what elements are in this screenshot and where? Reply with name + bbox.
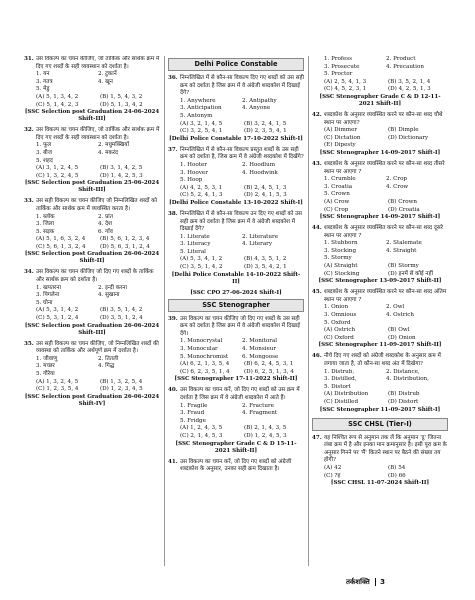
- question-item: 2. Literature: [242, 233, 279, 240]
- column-2: [168, 56, 304, 566]
- answer-options: [168, 185, 304, 200]
- question-text: [24, 341, 160, 356]
- question-item: 3. बीज: [36, 149, 52, 156]
- question-stem: उस विकल्प का चयन कीजिए जो दिए गए शब्दों के उस सही क्रम को दर्शाता है जिस क्रम में वे अंग्रेजी शब्दकोश में दिखाई देंगे।: [180, 315, 301, 337]
- question-item: 3. Distilled,: [324, 376, 357, 383]
- answer-option: (D) 1, 4, 2, 5, 3: [100, 172, 143, 179]
- question-item: 4. मकरंद: [98, 149, 119, 156]
- answer-options: [24, 165, 160, 180]
- question-item: 4. Distribution,: [386, 376, 429, 383]
- question-items: [312, 176, 448, 199]
- question-items: [168, 403, 304, 426]
- question-item: 1. Crumble: [324, 176, 356, 183]
- answer-option: (C) Dictation: [324, 134, 361, 141]
- answer-option: (B) 1, 3, 2, 5, 4: [100, 378, 143, 385]
- answer-option: (A) 42: [324, 464, 342, 471]
- answer-option: (C) 6, 2, 3, 5, 1, 4: [180, 368, 230, 375]
- answer-options: [168, 256, 304, 271]
- question-item: 2. Stalemate: [386, 240, 422, 247]
- answer-option: (A) Distribution: [324, 391, 369, 398]
- question-item: 1. ब्लॉक: [36, 213, 55, 220]
- question-item: 2. इन्दी करना: [98, 284, 127, 291]
- question-block: [168, 75, 304, 143]
- answer-option: (D) Croatia: [388, 206, 420, 213]
- answer-option: (A) 4, 2, 5, 3, 1: [180, 184, 223, 191]
- answer-option: (B) 3, 1, 4, 2, 5: [100, 165, 143, 172]
- question-number: 41.: [168, 458, 178, 465]
- question-items: [24, 142, 160, 165]
- answer-options: [24, 307, 160, 322]
- answer-options: [168, 425, 304, 440]
- question-block: [168, 147, 304, 207]
- question-source: [SSC Selection post Graduation 26-06-2024 Shift-III]: [24, 322, 160, 336]
- question-source: [Delhi Police Constable 14-10-2022 Shift-II]: [171, 271, 301, 285]
- question-item: 3. मच्छर: [36, 363, 55, 370]
- answer-option: (A) 1, 2, 4, 3, 5: [180, 425, 223, 432]
- question-item: 4. Straight: [386, 247, 417, 254]
- question-stem: यह निश्चित रूप से अनुमान तक लें कि अनुमान 'ट्ठ' जितना लंबा क्रम में है और इनका मान क्रमानुसार है। इसी पूरा क्रम के अनुसार गिनने पर 'मैं' कितने स्थान पर बैठने की संख्या तय होगी?: [324, 434, 447, 464]
- question-item: 4. Monsieur: [242, 346, 277, 353]
- question-text: [24, 56, 160, 71]
- question-item: 3. पिगलेना: [36, 292, 60, 299]
- question-item: 3. Literacy: [180, 241, 211, 248]
- section-heading: SSC Stenographer: [168, 299, 304, 312]
- question-item: 1. Stubborn: [324, 240, 358, 247]
- question-block: [312, 289, 448, 349]
- question-item: 5. Fridge: [180, 417, 206, 424]
- answer-option: (B) 5, 6, 1, 2, 3, 4: [100, 236, 150, 243]
- question-number: 38.: [168, 210, 178, 217]
- question-item: 1. Profess: [324, 56, 353, 62]
- question-item: 1. यन: [36, 71, 50, 78]
- question-item: 1. जीवाणु: [36, 355, 58, 362]
- question-items: [168, 162, 304, 185]
- question-stem: उस सही विकल्प का चयन कीजिए, जो निम्नलिखित शब्दों की व्यवस्था को तार्किक और अर्थपूर्ण क्रम में दर्शाता है।: [36, 340, 159, 355]
- question-stem: उस विकल्प का चयन करें, जो दिए गए शब्दों को उस क्रम में दर्शाता है जिस क्रम में वे अंग्रेजी शब्दकोश में आते हैं।: [180, 387, 300, 401]
- question-block: [24, 269, 160, 336]
- question-item: 2. Fracture: [242, 402, 274, 409]
- answer-option: (C) Stocking: [324, 270, 360, 277]
- answer-option: (C) Oxford: [324, 334, 354, 341]
- question-item: 3. Omnious: [324, 312, 357, 319]
- question-items: [24, 214, 160, 237]
- answer-option: (B) 4, 3, 5, 1, 2: [244, 256, 287, 263]
- answer-option: (C) 2, 1, 4, 5, 3: [180, 432, 223, 439]
- question-number: 47.: [312, 434, 322, 441]
- question-item: 1. Onion: [324, 304, 349, 311]
- question-source: [SSC Stenographer 14-09-2017 Shift-I]: [319, 214, 441, 221]
- question-item: 4. Anyone: [242, 105, 271, 112]
- question-item: 4. Fragment: [242, 410, 278, 417]
- question-item: 5. Antonym: [180, 112, 213, 119]
- answer-option: (B) 54: [388, 464, 406, 471]
- question-item: 1. Hooter: [180, 161, 207, 168]
- question-text: [168, 459, 304, 474]
- question-text: [312, 161, 448, 176]
- answer-option: (C) 4, 5, 2, 3, 1: [324, 86, 367, 93]
- answer-option: (A) 6, 2, 1, 3, 5, 4: [180, 361, 230, 368]
- answer-option: (D) 3, 5, 1, 2, 4: [100, 315, 143, 322]
- answer-options: [312, 327, 448, 342]
- question-item: 4. Ostrich: [386, 312, 415, 319]
- question-item: 3. Croatia: [324, 183, 353, 190]
- question-number: 36.: [168, 75, 178, 81]
- question-stem: नीचे दिए गए शब्दों को अंग्रेजी शब्दकोश के अनुसार क्रम में लगाया जाता है, तो कौन-सा शब्द अंत में दिखेगा?: [324, 353, 441, 367]
- question-block: [168, 211, 304, 286]
- question-text: [24, 269, 160, 284]
- question-item: 5. Crown: [324, 191, 350, 198]
- answer-option: (A) 5, 1, 3, 4, 2: [36, 93, 79, 100]
- question-stem: उस सही विकल्प का चयन कीजिए जो निम्नलिखित शब्दों को तार्किक और सार्थक क्रम में व्यवस्थित करता है।: [36, 198, 157, 212]
- question-item: 5. सड़क: [36, 228, 55, 235]
- question-item: 6. Mongoose: [242, 353, 279, 360]
- question-items: [312, 56, 448, 79]
- answer-option: (B) 6, 2, 4, 5, 3, 1: [244, 361, 294, 368]
- answer-options: [312, 199, 448, 214]
- question-item: 5. Hoop: [180, 177, 203, 184]
- question-source: [SSC CPO 27-06-2024 Shift-I]: [190, 289, 282, 296]
- question-number: 33.: [24, 198, 34, 205]
- answer-options: [312, 127, 448, 150]
- question-stem: शब्दकोश के अनुसार व्यवस्थित करने पर कौन-सा शब्द दूसरे स्थान पर आएगा ?: [324, 225, 443, 239]
- question-text: [312, 353, 448, 368]
- answer-option: (C) 5, 6, 1, 3, 2, 4: [36, 243, 86, 250]
- question-items: [312, 369, 448, 392]
- question-number: 44.: [312, 225, 322, 232]
- answer-option: (D) 2, 3, 5, 4, 1: [244, 128, 287, 135]
- question-text: [312, 289, 448, 304]
- answer-option: (C) 1, 3, 2, 4, 5: [36, 172, 79, 179]
- question-items: [24, 71, 160, 94]
- question-number: 32.: [24, 127, 34, 134]
- question-block: [312, 225, 448, 285]
- question-number: 31.: [24, 56, 34, 62]
- question-item: 1. फूल: [36, 142, 52, 149]
- question-text: [168, 211, 304, 234]
- question-items: [312, 304, 448, 327]
- question-block: [24, 198, 160, 265]
- question-text: [24, 127, 160, 142]
- question-item: 3. Anticipation: [180, 105, 222, 112]
- question-stem: उस विकल्प का चयन कीजिए, जो तार्किक और सार्थक क्रम में दिए गए शब्दों के सही व्यवस्थान को दर्शाता है।: [36, 56, 160, 70]
- answer-option: (C) 5, 1, 4, 2, 3: [36, 101, 79, 108]
- question-item: 3. गतत्र: [36, 78, 53, 85]
- answer-options: [312, 263, 448, 278]
- question-item: 2. Monitoral: [242, 338, 278, 345]
- question-block: [168, 387, 304, 454]
- question-source: [Delhi Police Constable 17-10-2022 Shift-I]: [169, 135, 303, 142]
- question-stem: उस विकल्प का चयन कीजिए जो दिए गए शब्दों के तार्किक और सार्थक क्रम को दर्शाता है।: [36, 269, 154, 284]
- answer-option: (C) 3, 5, 1, 4, 2: [180, 264, 223, 271]
- answer-option: (A) 5, 3, 1, 4, 2: [36, 307, 79, 314]
- question-block: [24, 341, 160, 408]
- question-source: [SSC Stenographer 13-09-2017 Shift-II]: [318, 278, 442, 285]
- question-source: [SSC Selection post Graduation 26-06-2024 Shift-II]: [24, 251, 160, 265]
- answer-options: [24, 379, 160, 394]
- footer-label: तर्कशक्ति: [346, 578, 370, 586]
- question-items: [168, 338, 304, 361]
- answer-option: (C) 5, 2, 4, 1, 3: [180, 192, 223, 199]
- question-item: 1. Monocrystal: [180, 338, 223, 345]
- answer-option: (B) 2, 1, 4, 3, 5: [244, 425, 287, 432]
- answer-option: (A) 2, 5, 4, 1, 3: [324, 78, 367, 85]
- question-item: 4. खून: [98, 78, 113, 85]
- question-stem: शब्दकोश के अनुसार व्यवस्थित करने पर कौन-सा शब्द अंतिम स्थान पर आएगा ?: [324, 289, 447, 303]
- question-number: 45.: [312, 289, 322, 296]
- answer-options: [312, 79, 448, 94]
- question-source: [SSC Stenographer 14-09-2017 Shift-I]: [319, 149, 441, 156]
- question-block: [24, 56, 160, 123]
- question-item: 5. घोना: [36, 299, 53, 306]
- question-stem: निम्नलिखित में से कौन-सा विकल्प प्रस्तुत शब्दों के उस सही क्रम को दर्शाता है, जिस क्रम में वे अंग्रेजी शब्दकोश में दिखेंगे?: [180, 146, 304, 161]
- question-stem: उस विकल्प का चयन कीजिए, जो तार्किक और सार्थक क्रम में दिए गए शब्दों के सही व्यवस्थान को दर्शाता है।: [36, 127, 160, 141]
- section-heading: Delhi Police Constable: [168, 58, 304, 71]
- answer-option: (A) Straight: [324, 263, 358, 270]
- section-heading: SSC CHSL (Tier-I): [312, 418, 448, 431]
- question-text: [168, 147, 304, 162]
- question-source: [SSC Stenographer 11-09-2017 Shift-II]: [318, 342, 442, 349]
- question-stem: निम्नलिखित में से कौन-सा विकल्प उन दिए गए शब्दों को उस सही क्रम को दर्शाता है जिस क्रम में वे अंग्रेजी शब्दकोश में दिखाई देंगे?: [180, 210, 302, 233]
- answer-option: (B) Owl: [388, 327, 410, 334]
- question-item: 2. Owl: [386, 304, 405, 311]
- answer-option: (D) 5, 6, 3, 1, 2, 4: [100, 243, 150, 250]
- question-number: 34.: [24, 269, 34, 276]
- question-block: [312, 112, 448, 157]
- question-item: 2. Crop: [386, 176, 408, 183]
- answer-options: [168, 361, 304, 376]
- question-item: 5. Distort: [324, 383, 351, 390]
- question-source: [SSC Selection post Graduation 26-06-2024 Shift-IV]: [24, 393, 160, 407]
- answer-option: (A) Crow: [324, 198, 350, 205]
- question-number: 39.: [168, 315, 178, 322]
- question-text: [168, 387, 304, 402]
- answer-option: (D) 6, 2, 5, 1, 3, 4: [244, 368, 294, 375]
- answer-options: [24, 236, 160, 251]
- question-item: 5. शहद: [36, 157, 53, 164]
- answer-option: (B) 2, 4, 5, 1, 3: [244, 184, 287, 191]
- question-item: 5. Proctor: [324, 71, 353, 78]
- answer-options: [312, 391, 448, 406]
- answer-options: [312, 465, 448, 480]
- question-source: [SSC Stenographer Grade C & D 12-11-2021 Shift-II]: [319, 93, 441, 107]
- answer-option: (D) 4, 2, 5, 1, 3: [388, 86, 431, 93]
- answer-option: (A) 5, 3, 4, 1, 2: [180, 256, 223, 263]
- question-text: [312, 112, 448, 127]
- question-item: 2. Distance,: [386, 368, 420, 375]
- question-block: [312, 435, 448, 488]
- question-block: [24, 127, 160, 194]
- answer-option: (D) 1, 2, 3, 4, 5: [100, 386, 143, 393]
- question-number: 40.: [168, 387, 178, 394]
- question-block: [312, 161, 448, 221]
- question-block: [168, 459, 304, 474]
- question-item: 2. तितली: [98, 355, 119, 362]
- column-divider: [308, 56, 309, 566]
- answer-option: (B) 1, 5, 4, 3, 2: [100, 93, 143, 100]
- question-number: 46.: [312, 353, 322, 360]
- answer-option: (A) 3, 1, 2, 4, 5: [36, 165, 79, 172]
- question-block: [312, 353, 448, 413]
- question-item: 1. Distrub,: [324, 368, 355, 375]
- column-3: [312, 56, 448, 566]
- question-item: 1. Fragile: [180, 402, 208, 409]
- page-footer: [346, 578, 385, 587]
- question-items: [168, 98, 304, 121]
- question-text: [312, 225, 448, 240]
- question-item: 2. Product: [386, 56, 416, 62]
- question-item: 2. प्रांत: [98, 213, 113, 220]
- question-items: [24, 285, 160, 308]
- page-number: 3: [375, 578, 385, 586]
- question-stem: उस विकल्प का चयन करें, जो दिए गए शब्दों को अंग्रेजी शब्दकोश के अनुसार, उनका सही क्रम दिखाता है।: [180, 458, 292, 473]
- question-item: 4. Precaution: [386, 63, 424, 70]
- answer-option: (D) 1, 2, 4, 5, 3: [244, 432, 287, 439]
- answer-option: (C) 1, 2, 3, 5, 4: [36, 386, 79, 393]
- question-item: 6. गाँव: [98, 228, 113, 235]
- answer-option: (D) 66: [388, 472, 406, 479]
- answer-option: (D) Distort: [388, 398, 419, 405]
- question-source: [SSC Stenographer Grade C & D 15-11-2021 Shift-II]: [175, 440, 297, 454]
- question-item: 3. Monocular: [180, 346, 218, 353]
- question-item: 1. Anywhere: [180, 97, 216, 104]
- question-item: 3. Hoover: [180, 169, 208, 176]
- question-item: 4. सुखाना: [98, 292, 120, 299]
- question-item: 4. Literary: [242, 241, 273, 248]
- answer-option: (E) Dipesty: [324, 142, 356, 149]
- question-item: 5. Literal: [180, 248, 206, 255]
- question-item: 3. Stocking: [324, 247, 357, 254]
- question-item: 4. गिद्ध: [98, 363, 115, 370]
- answer-option: (A) 1, 3, 2, 4, 5: [36, 378, 79, 385]
- question-items: [312, 240, 448, 263]
- answer-option: (C) Crop: [324, 206, 349, 213]
- question-item: 3. Fraud: [180, 410, 205, 417]
- question-item: 2. मधुमक्खियाँ: [98, 142, 129, 149]
- question-item: 2. Hoodlum: [242, 161, 276, 168]
- answer-option: (D) इनमें से कोई नहीं: [388, 270, 433, 277]
- question-items: [24, 356, 160, 379]
- question-item: 4. देश: [98, 221, 112, 228]
- answer-option: (B) Dimple: [388, 127, 419, 134]
- question-number: 42.: [312, 111, 322, 118]
- question-stem: शब्दकोश के अनुसार व्यवस्थित करने पर कौन-सा शब्द तीसरे स्थान पर आएगा ?: [324, 160, 445, 175]
- answer-option: (C) Distilled: [324, 398, 359, 405]
- answer-option: (C) 3, 2, 5, 4, 1: [180, 128, 223, 135]
- answer-option: (B) 3, 5, 2, 1, 4: [388, 78, 431, 85]
- question-block: [168, 316, 304, 384]
- question-source: [SSC Stenographer 11-09-2017 Shift-I]: [319, 406, 441, 413]
- question-item: 5. Stormy: [324, 255, 352, 262]
- answer-option: (A) 5, 1, 6, 3, 2, 4: [36, 236, 86, 243]
- answer-option: (C) ?ह: [324, 472, 341, 479]
- question-number: 43.: [312, 160, 322, 167]
- question-item: 5. Monochromist: [180, 353, 229, 360]
- question-item: 4. Crow: [386, 183, 409, 190]
- question-text: [168, 316, 304, 339]
- answer-option: (D) 2, 4, 1, 5, 3: [244, 192, 287, 199]
- question-text: [168, 75, 304, 98]
- question-item: 1. Literate: [180, 233, 210, 240]
- question-stem: शब्दकोश के अनुसार व्यवस्थित करने पर कौन-सा शब्द चौथे स्थान पर आएगा?: [324, 111, 443, 126]
- question-number: 35.: [24, 340, 34, 347]
- page-body: [24, 56, 450, 576]
- answer-option: (C) 5, 3, 1, 2, 4: [36, 315, 79, 322]
- answer-option: (D) Dictionary: [388, 134, 429, 141]
- answer-option: (A) 3, 2, 1, 4, 5: [180, 120, 223, 127]
- question-source: [SSC Stenographer 17-11-2022 Shift-II]: [174, 376, 298, 383]
- question-stem: निम्नलिखित में से कौन-सा विकल्प दिए गए शब्दों को उस सही क्रम को दर्शाता है जिस क्रम में वे अंग्रेजी शब्दकोश में दिखाई देंगे?: [180, 75, 304, 97]
- question-source: [SSC Selection post Graduation 25-06-2024 Shift-III]: [24, 180, 160, 194]
- question-source: [SSC CHSL 11-07-2024 Shift-II]: [330, 480, 430, 487]
- answer-option: (D) Onion: [388, 334, 416, 341]
- question-item: 5. मेडु: [36, 86, 50, 93]
- question-item: 3. Prosecute: [324, 63, 360, 70]
- answer-option: (B) 3, 2, 4, 1, 5: [244, 120, 287, 127]
- question-block: [312, 56, 448, 108]
- question-text: [312, 435, 448, 465]
- answer-option: (B) Stormy: [388, 263, 419, 270]
- answer-option: (D) 3, 5, 4, 2, 1: [244, 264, 287, 271]
- question-item: 2. Antipathy: [242, 97, 277, 104]
- answer-option: (A) Ostrich: [324, 327, 356, 334]
- question-item: 2. टुकानें: [98, 71, 117, 78]
- question-number: 37.: [168, 146, 178, 153]
- question-source: [SSC Selection post Graduation 24-06-2024 Shift-III]: [24, 109, 160, 123]
- column-divider: [164, 56, 165, 566]
- question-item: 1. खपतरना: [36, 284, 61, 291]
- answer-options: [24, 94, 160, 109]
- question-item: 5. गौरेया: [36, 371, 55, 377]
- question-item: 5. Oxford: [324, 319, 351, 326]
- answer-option: (B) Crown: [388, 198, 417, 205]
- question-item: 4. Hoodwink: [242, 169, 278, 176]
- answer-option: (B) Distrub: [388, 391, 420, 398]
- question-item: 3. जिला: [36, 221, 54, 228]
- question-source: [Delhi Police Constable 13-10-2022 Shift-I]: [169, 199, 303, 206]
- answer-options: [168, 121, 304, 136]
- answer-option: (D) 5, 1, 3, 4, 2: [100, 101, 143, 108]
- answer-option: (A) Dimmer: [324, 127, 358, 134]
- question-items: [168, 234, 304, 257]
- column-1: [24, 56, 160, 566]
- answer-option: (B) 3, 5, 1, 4, 2: [100, 307, 143, 314]
- question-text: [24, 198, 160, 213]
